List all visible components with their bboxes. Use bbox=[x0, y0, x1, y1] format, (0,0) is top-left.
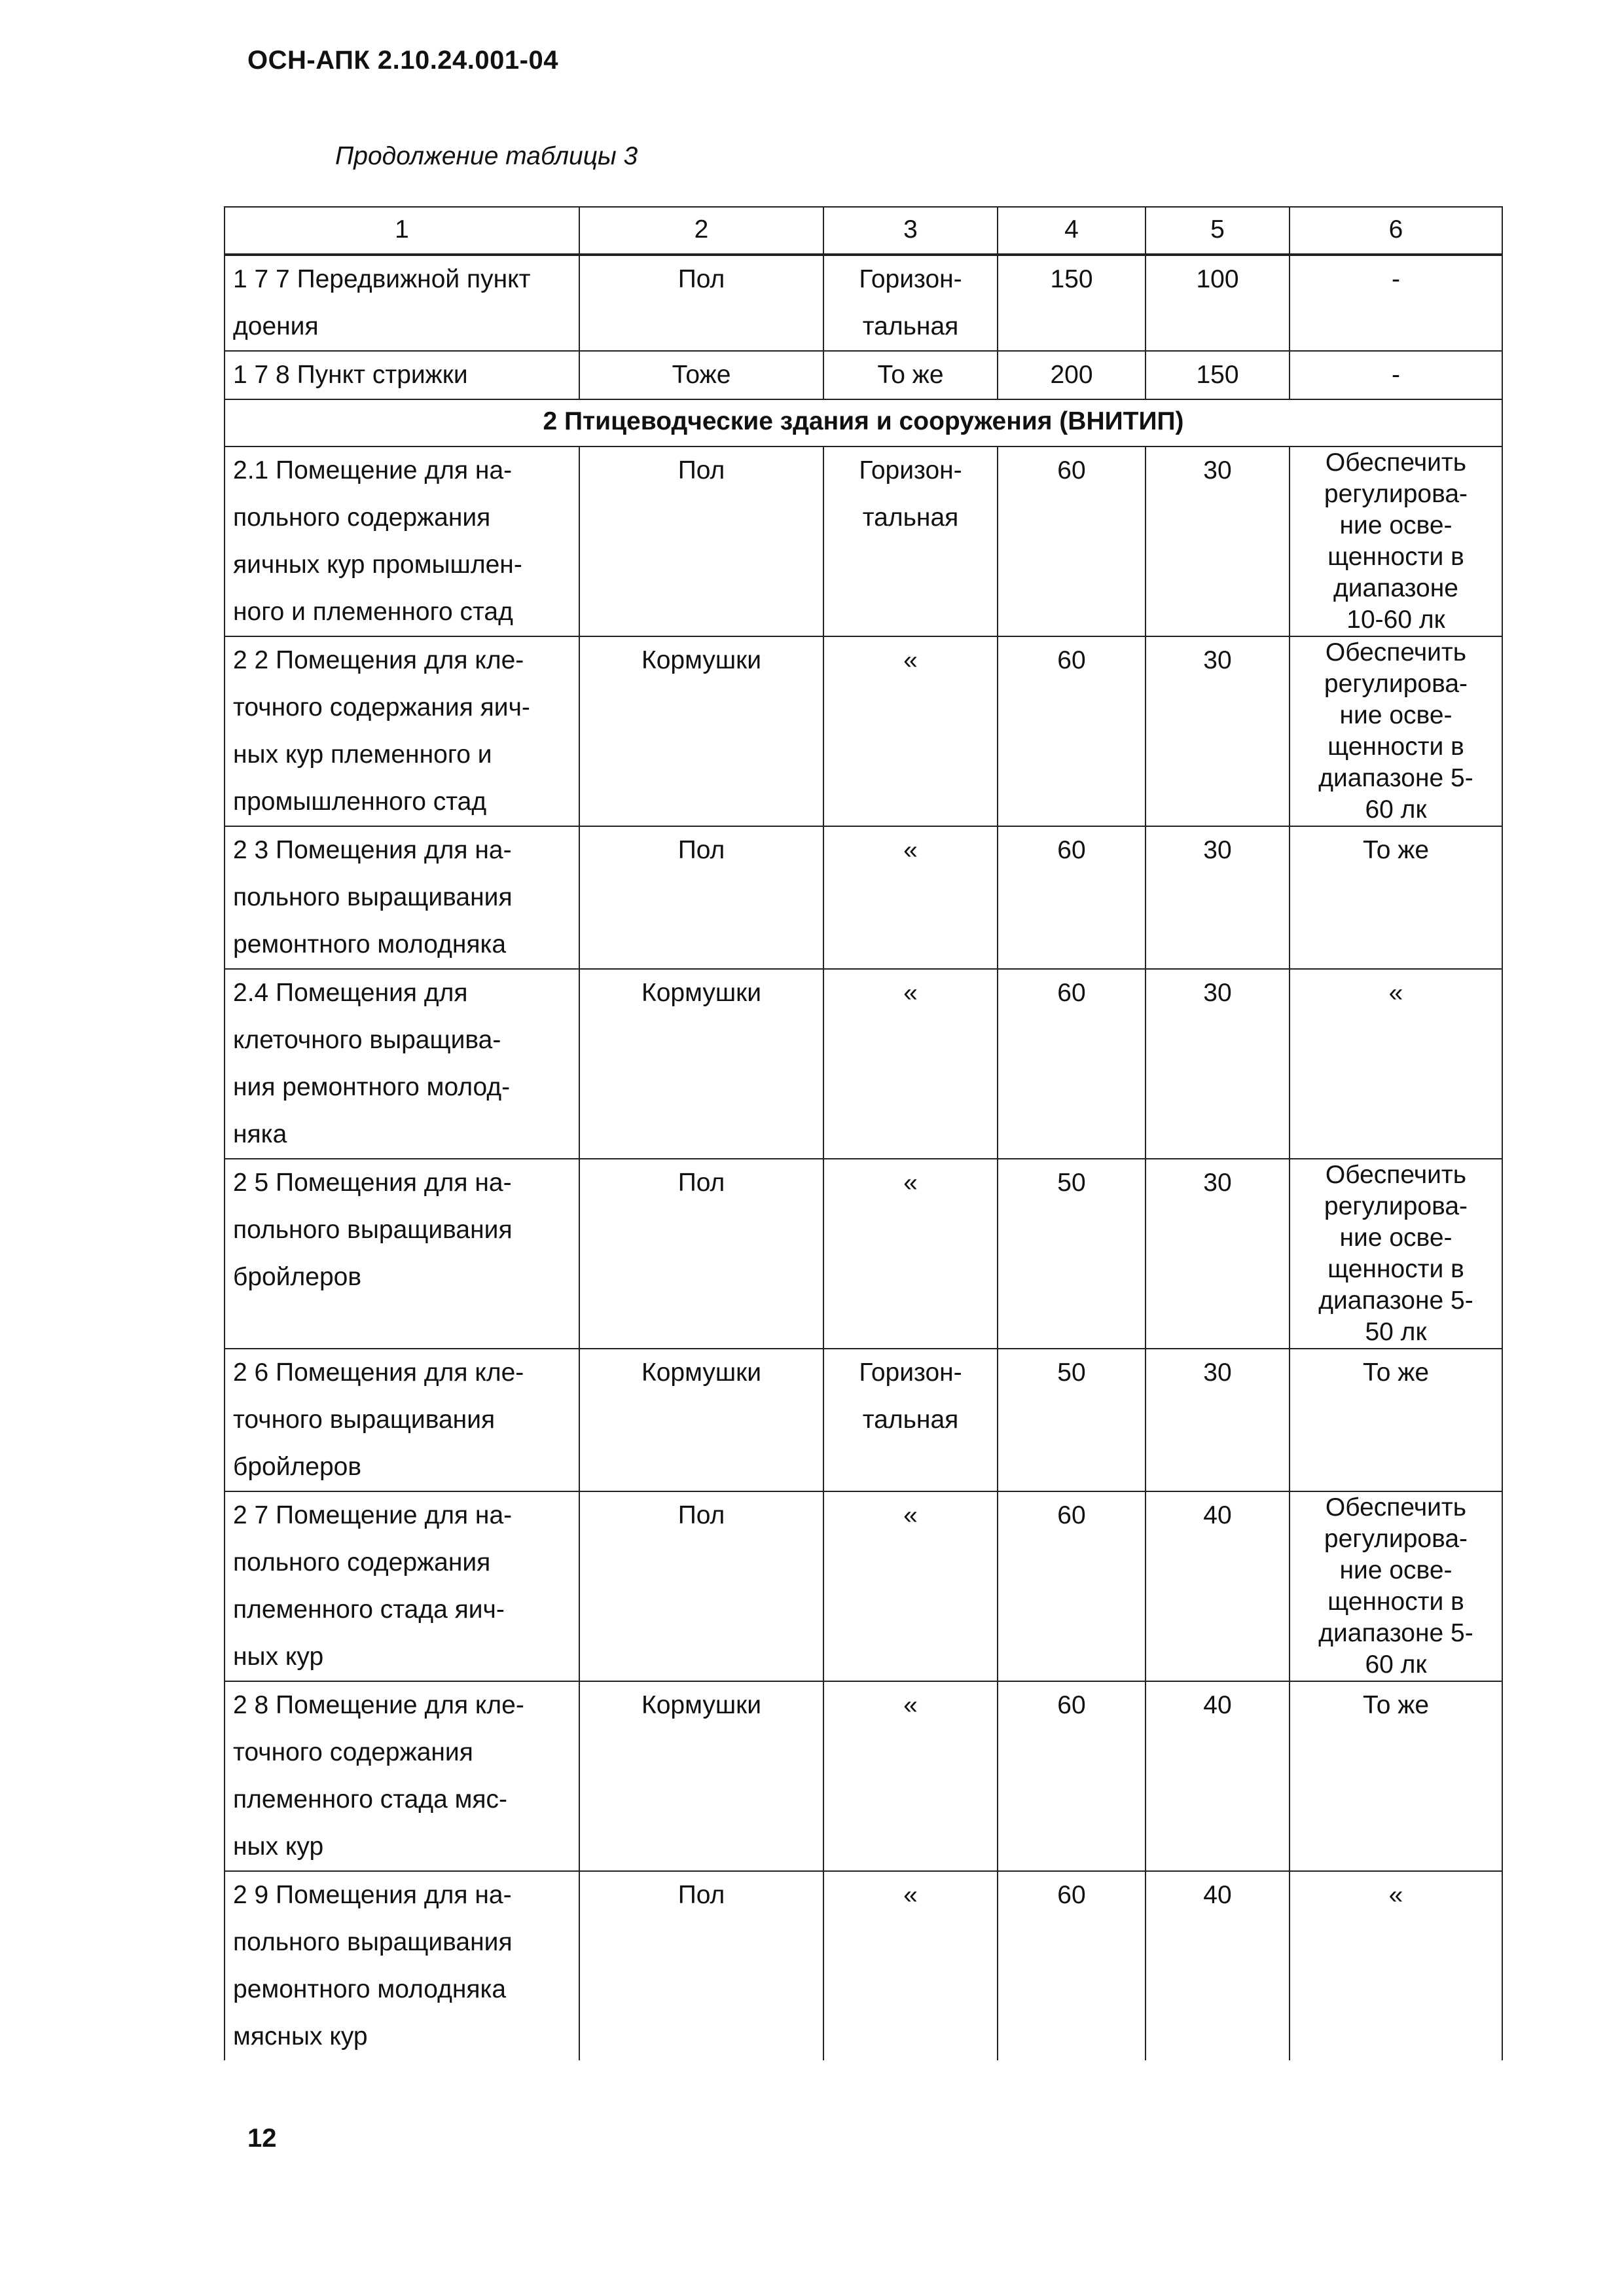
cell-line: точного содержания яич- bbox=[233, 693, 530, 721]
cell-line: 2 7 Помещение для на- bbox=[233, 1501, 513, 1529]
table-cell-col6 bbox=[1290, 446, 1502, 636]
cell-line: ние осве- bbox=[1339, 1224, 1453, 1252]
table-cell-col2: Пол bbox=[579, 255, 823, 351]
cell-line: точного выращивания bbox=[233, 1406, 496, 1434]
column-number-cell: 6 bbox=[1290, 207, 1502, 255]
cell-line: щенности в bbox=[1327, 733, 1464, 761]
cell-line: ных кур bbox=[233, 1832, 324, 1861]
table-cell-col5: 30 bbox=[1146, 636, 1290, 826]
table-cell-col4: 60 bbox=[998, 636, 1146, 826]
cell-line: диапазоне 5- bbox=[1318, 1619, 1473, 1647]
table-cell-col6 bbox=[1290, 826, 1502, 969]
table-cell-col4: 60 bbox=[998, 1871, 1146, 2060]
section-title: 2 Птицеводческие здания и сооружения (ВНИТИП) bbox=[225, 399, 1502, 446]
table-cell-col4: 60 bbox=[998, 826, 1146, 969]
cell-line: промышленного стад bbox=[233, 788, 487, 816]
table-cell-col1 bbox=[225, 1349, 579, 1491]
cell-line: « bbox=[1388, 1881, 1403, 1909]
cell-line: Горизон- bbox=[859, 1358, 962, 1387]
cell-line: ных кур племенного и bbox=[233, 740, 492, 769]
cell-line: племенного стада яич- bbox=[233, 1595, 505, 1624]
cell-line: - bbox=[1392, 361, 1400, 389]
section-heading-row bbox=[225, 399, 1502, 446]
page-number: 12 bbox=[247, 2124, 277, 2153]
table-cell-col5: 40 bbox=[1146, 1491, 1290, 1681]
table-cell-col4: 50 bbox=[998, 1159, 1146, 1349]
cell-line: 60 лк bbox=[1365, 1650, 1427, 1679]
table-cell-col1 bbox=[225, 636, 579, 826]
cell-line: регулирова- bbox=[1324, 1525, 1468, 1553]
cell-line: Обеспечить bbox=[1325, 1493, 1467, 1522]
column-number-cell: 4 bbox=[998, 207, 1146, 255]
cell-line: клеточного выращива- bbox=[233, 1026, 501, 1054]
cell-line: Обеспечить bbox=[1325, 638, 1467, 666]
cell-line: польного содержания bbox=[233, 503, 491, 532]
table-cell-col3 bbox=[823, 1159, 998, 1349]
cell-line: польного выращивания bbox=[233, 883, 513, 911]
table-cell-col6 bbox=[1290, 969, 1502, 1159]
table-row bbox=[225, 1349, 1502, 1491]
table-cell-col3 bbox=[823, 636, 998, 826]
table-cell-col4: 60 bbox=[998, 969, 1146, 1159]
table-cell-col5: 100 bbox=[1146, 255, 1290, 351]
table-cell-col6 bbox=[1290, 351, 1502, 399]
cell-line: 10-60 лк bbox=[1346, 606, 1445, 634]
table-row bbox=[225, 826, 1502, 969]
column-number-row bbox=[225, 207, 1502, 255]
cell-line: тальная bbox=[862, 503, 959, 532]
table-row bbox=[225, 636, 1502, 826]
table-row bbox=[225, 1871, 1502, 2060]
cell-line: ние осве- bbox=[1339, 511, 1453, 539]
table-cell-col6 bbox=[1290, 255, 1502, 351]
table-cell-col4: 60 bbox=[998, 1681, 1146, 1871]
cell-line: ных кур bbox=[233, 1643, 324, 1671]
cell-line: То же bbox=[1362, 1691, 1430, 1719]
document-code: ОСН-АПК 2.10.24.001-04 bbox=[247, 46, 558, 75]
table-row bbox=[225, 351, 1502, 399]
table-cell-col3 bbox=[823, 1871, 998, 2060]
cell-line: регулирова- bbox=[1324, 670, 1468, 698]
column-number-cell: 3 bbox=[823, 207, 998, 255]
cell-line: бройлеров bbox=[233, 1263, 362, 1291]
table-cell-col2: Пол bbox=[579, 446, 823, 636]
cell-line: То же bbox=[1362, 836, 1430, 864]
cell-line: ремонтного молодняка bbox=[233, 1975, 507, 2003]
table-cell-col3 bbox=[823, 351, 998, 399]
table-cell-col6 bbox=[1290, 1491, 1502, 1681]
cell-line: ния ремонтного молод- bbox=[233, 1073, 511, 1101]
table-cell-col4: 60 bbox=[998, 1491, 1146, 1681]
table-cell-col4: 200 bbox=[998, 351, 1146, 399]
table-cell-col1 bbox=[225, 351, 579, 399]
table-cell-col5: 30 bbox=[1146, 1159, 1290, 1349]
cell-line: диапазоне 5- bbox=[1318, 1286, 1473, 1315]
table-caption: Продолжение таблицы 3 bbox=[335, 142, 638, 170]
table-cell-col6 bbox=[1290, 1159, 1502, 1349]
cell-line: польного выращивания bbox=[233, 1928, 513, 1956]
cell-line: 2 3 Помещения для на- bbox=[233, 836, 512, 864]
table-cell-col3 bbox=[823, 1491, 998, 1681]
cell-line: няка bbox=[233, 1120, 287, 1148]
cell-line: польного содержания bbox=[233, 1548, 491, 1576]
table-cell-col1 bbox=[225, 826, 579, 969]
table-cell-col3 bbox=[823, 826, 998, 969]
cell-line: тальная bbox=[862, 312, 959, 340]
cell-line: 2.1 Помещение для на- bbox=[233, 456, 513, 484]
cell-line: « bbox=[903, 1501, 918, 1529]
cell-line: бройлеров bbox=[233, 1453, 362, 1481]
table-row bbox=[225, 446, 1502, 636]
cell-line: 2 6 Помещения для кле- bbox=[233, 1358, 524, 1387]
table-cell-col6 bbox=[1290, 1349, 1502, 1491]
cell-line: 1 7 7 Передвижной пункт bbox=[233, 265, 531, 293]
table-cell-col6 bbox=[1290, 1871, 1502, 2060]
cell-line: диапазоне 5- bbox=[1318, 764, 1473, 792]
cell-line: « bbox=[903, 1169, 918, 1197]
cell-line: « bbox=[1388, 979, 1403, 1007]
column-number-cell: 2 bbox=[579, 207, 823, 255]
cell-line: То же bbox=[877, 361, 944, 389]
cell-line: ремонтного молодняка bbox=[233, 930, 507, 958]
cell-line: ного и племенного стад bbox=[233, 598, 513, 626]
table-cell-col5: 40 bbox=[1146, 1681, 1290, 1871]
cell-line: ние осве- bbox=[1339, 701, 1453, 729]
cell-line: племенного стада мяс- bbox=[233, 1785, 508, 1813]
cell-line: 2 8 Помещение для кле- bbox=[233, 1691, 524, 1719]
table-cell-col2: Пол bbox=[579, 1871, 823, 2060]
cell-line: яичных кур промышлен- bbox=[233, 551, 522, 579]
column-number-cell: 5 bbox=[1146, 207, 1290, 255]
cell-line: 2.4 Помещения для bbox=[233, 979, 468, 1007]
cell-line: Горизон- bbox=[859, 265, 962, 293]
table-cell-col4: 60 bbox=[998, 446, 1146, 636]
cell-line: « bbox=[903, 836, 918, 864]
cell-line: щенности в bbox=[1327, 1588, 1464, 1616]
cell-line: 50 лк bbox=[1365, 1318, 1427, 1346]
table-cell-col6 bbox=[1290, 1681, 1502, 1871]
table-row bbox=[225, 1491, 1502, 1681]
table-cell-col2: Кормушки bbox=[579, 969, 823, 1159]
cell-line: 60 лк bbox=[1365, 795, 1427, 824]
table-cell-col1 bbox=[225, 1681, 579, 1871]
cell-line: ние осве- bbox=[1339, 1556, 1453, 1584]
cell-line: Горизон- bbox=[859, 456, 962, 484]
cell-line: То же bbox=[1362, 1358, 1430, 1387]
table-cell-col2: Тоже bbox=[579, 351, 823, 399]
cell-line: точного содержания bbox=[233, 1738, 473, 1766]
table-cell-col3 bbox=[823, 969, 998, 1159]
cell-line: щенности в bbox=[1327, 543, 1464, 571]
table-cell-col3 bbox=[823, 255, 998, 351]
lighting-norms-table bbox=[224, 206, 1503, 2060]
table-cell-col3 bbox=[823, 1349, 998, 1491]
cell-line: - bbox=[1392, 265, 1400, 293]
table-cell-col5: 30 bbox=[1146, 826, 1290, 969]
table-cell-col1 bbox=[225, 1871, 579, 2060]
cell-line: 1 7 8 Пункт стрижки bbox=[233, 361, 468, 389]
cell-line: Обеспечить bbox=[1325, 448, 1467, 477]
table-cell-col4: 150 bbox=[998, 255, 1146, 351]
table-cell-col5: 30 bbox=[1146, 446, 1290, 636]
table-cell-col5: 150 bbox=[1146, 351, 1290, 399]
table-cell-col5: 30 bbox=[1146, 1349, 1290, 1491]
cell-line: « bbox=[903, 1881, 918, 1909]
table-cell-col1 bbox=[225, 255, 579, 351]
table-cell-col5: 40 bbox=[1146, 1871, 1290, 2060]
table-cell-col6 bbox=[1290, 636, 1502, 826]
cell-line: « bbox=[903, 979, 918, 1007]
table-row bbox=[225, 969, 1502, 1159]
table-cell-col3 bbox=[823, 446, 998, 636]
cell-line: польного выращивания bbox=[233, 1216, 513, 1244]
cell-line: щенности в bbox=[1327, 1255, 1464, 1283]
table-cell-col1 bbox=[225, 969, 579, 1159]
cell-line: мясных кур bbox=[233, 2022, 368, 2050]
table-cell-col2: Пол bbox=[579, 1159, 823, 1349]
table-cell-col2: Кормушки bbox=[579, 636, 823, 826]
cell-line: 2 5 Помещения для на- bbox=[233, 1169, 512, 1197]
table-cell-col5: 30 bbox=[1146, 969, 1290, 1159]
cell-line: « bbox=[903, 1691, 918, 1719]
table-row bbox=[225, 1159, 1502, 1349]
cell-line: регулирова- bbox=[1324, 480, 1468, 508]
table-cell-col1 bbox=[225, 1491, 579, 1681]
cell-line: доения bbox=[233, 312, 319, 340]
cell-line: « bbox=[903, 646, 918, 674]
table-cell-col2: Пол bbox=[579, 1491, 823, 1681]
table-cell-col1 bbox=[225, 446, 579, 636]
table-row bbox=[225, 1681, 1502, 1871]
cell-line: Обеспечить bbox=[1325, 1161, 1467, 1189]
table-cell-col2: Кормушки bbox=[579, 1349, 823, 1491]
cell-line: 2 2 Помещения для кле- bbox=[233, 646, 524, 674]
cell-line: регулирова- bbox=[1324, 1192, 1468, 1220]
table-row bbox=[225, 255, 1502, 351]
column-number-cell: 1 bbox=[225, 207, 579, 255]
cell-line: диапазоне bbox=[1333, 574, 1458, 602]
table-cell-col4: 50 bbox=[998, 1349, 1146, 1491]
cell-line: 2 9 Помещения для на- bbox=[233, 1881, 512, 1909]
table-cell-col3 bbox=[823, 1681, 998, 1871]
table-cell-col2: Пол bbox=[579, 826, 823, 969]
cell-line: тальная bbox=[862, 1406, 959, 1434]
table-cell-col1 bbox=[225, 1159, 579, 1349]
table-cell-col2: Кормушки bbox=[579, 1681, 823, 1871]
